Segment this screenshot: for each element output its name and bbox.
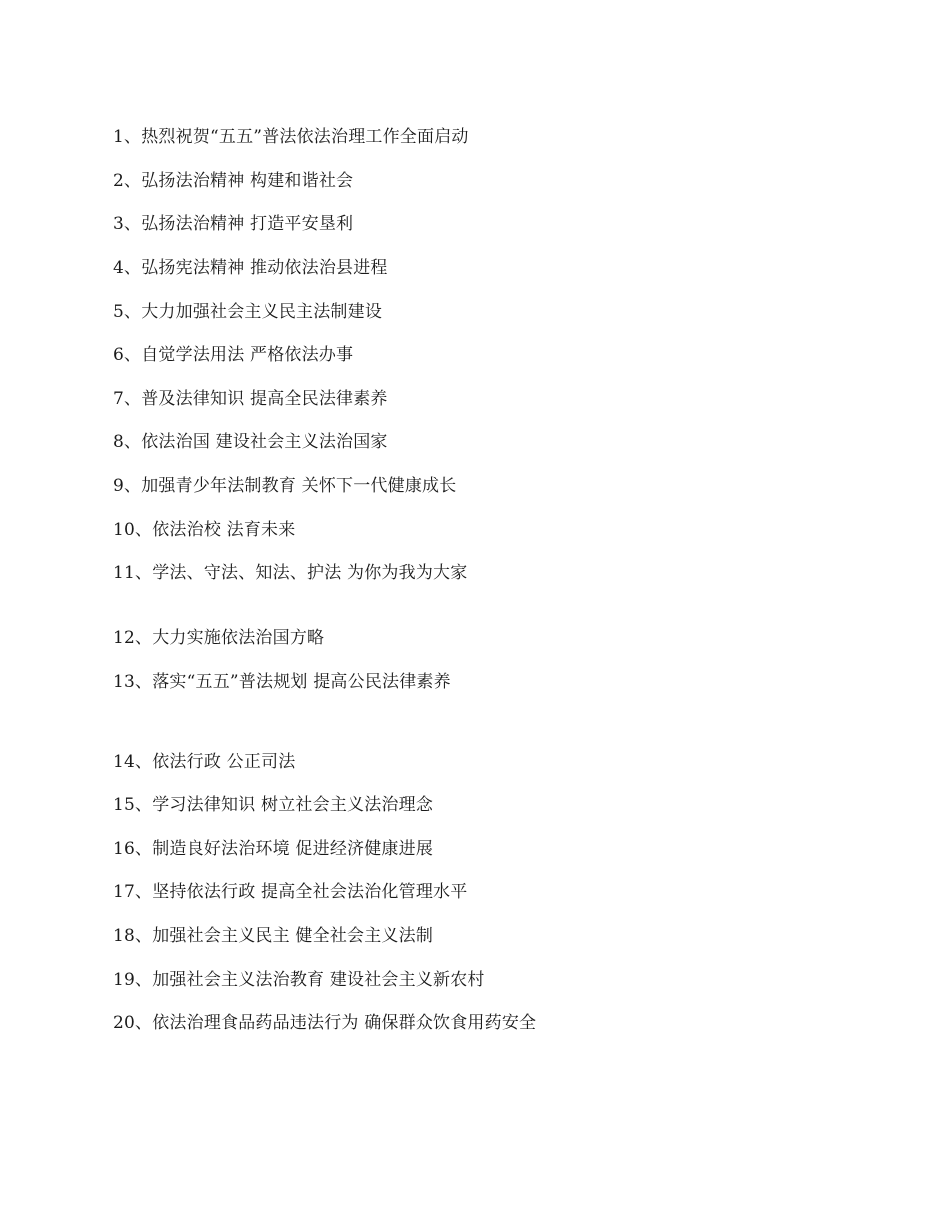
slogan-line-9: 9、加强青少年法制教育 关怀下一代健康成长 <box>113 476 457 496</box>
slogan-line-14: 14、依法行政 公正司法 <box>113 752 296 772</box>
slogan-line-3: 3、弘扬法治精神 打造平安垦利 <box>113 214 354 234</box>
slogan-line-17: 17、坚持依法行政 提高全社会法治化管理水平 <box>113 882 468 902</box>
slogan-line-12: 12、大力实施依法治国方略 <box>113 628 325 648</box>
slogan-line-2: 2、弘扬法治精神 构建和谐社会 <box>113 171 354 191</box>
slogan-line-20: 20、依法治理食品药品违法行为 确保群众饮食用药安全 <box>113 1013 537 1033</box>
slogan-line-11: 11、学法、守法、知法、护法 为你为我为大家 <box>113 563 468 583</box>
slogan-line-18: 18、加强社会主义民主 健全社会主义法制 <box>113 926 434 946</box>
slogan-line-15: 15、学习法律知识 树立社会主义法治理念 <box>113 795 434 815</box>
slogan-line-6: 6、自觉学法用法 严格依法办事 <box>113 345 354 365</box>
slogan-line-13: 13、落实“五五”普法规划 提高公民法律素养 <box>113 672 451 692</box>
slogan-line-8: 8、依法治国 建设社会主义法治国家 <box>113 432 388 452</box>
slogan-line-10: 10、依法治校 法育未来 <box>113 520 296 540</box>
slogan-line-7: 7、普及法律知识 提高全民法律素养 <box>113 389 388 409</box>
slogan-line-1: 1、热烈祝贺“五五”普法依法治理工作全面启动 <box>113 127 469 147</box>
slogan-line-5: 5、大力加强社会主义民主法制建设 <box>113 302 383 322</box>
slogan-line-19: 19、加强社会主义法治教育 建设社会主义新农村 <box>113 970 485 990</box>
slogan-line-16: 16、制造良好法治环境 促进经济健康进展 <box>113 839 434 859</box>
slogan-line-4: 4、弘扬宪法精神 推动依法治县进程 <box>113 258 388 278</box>
